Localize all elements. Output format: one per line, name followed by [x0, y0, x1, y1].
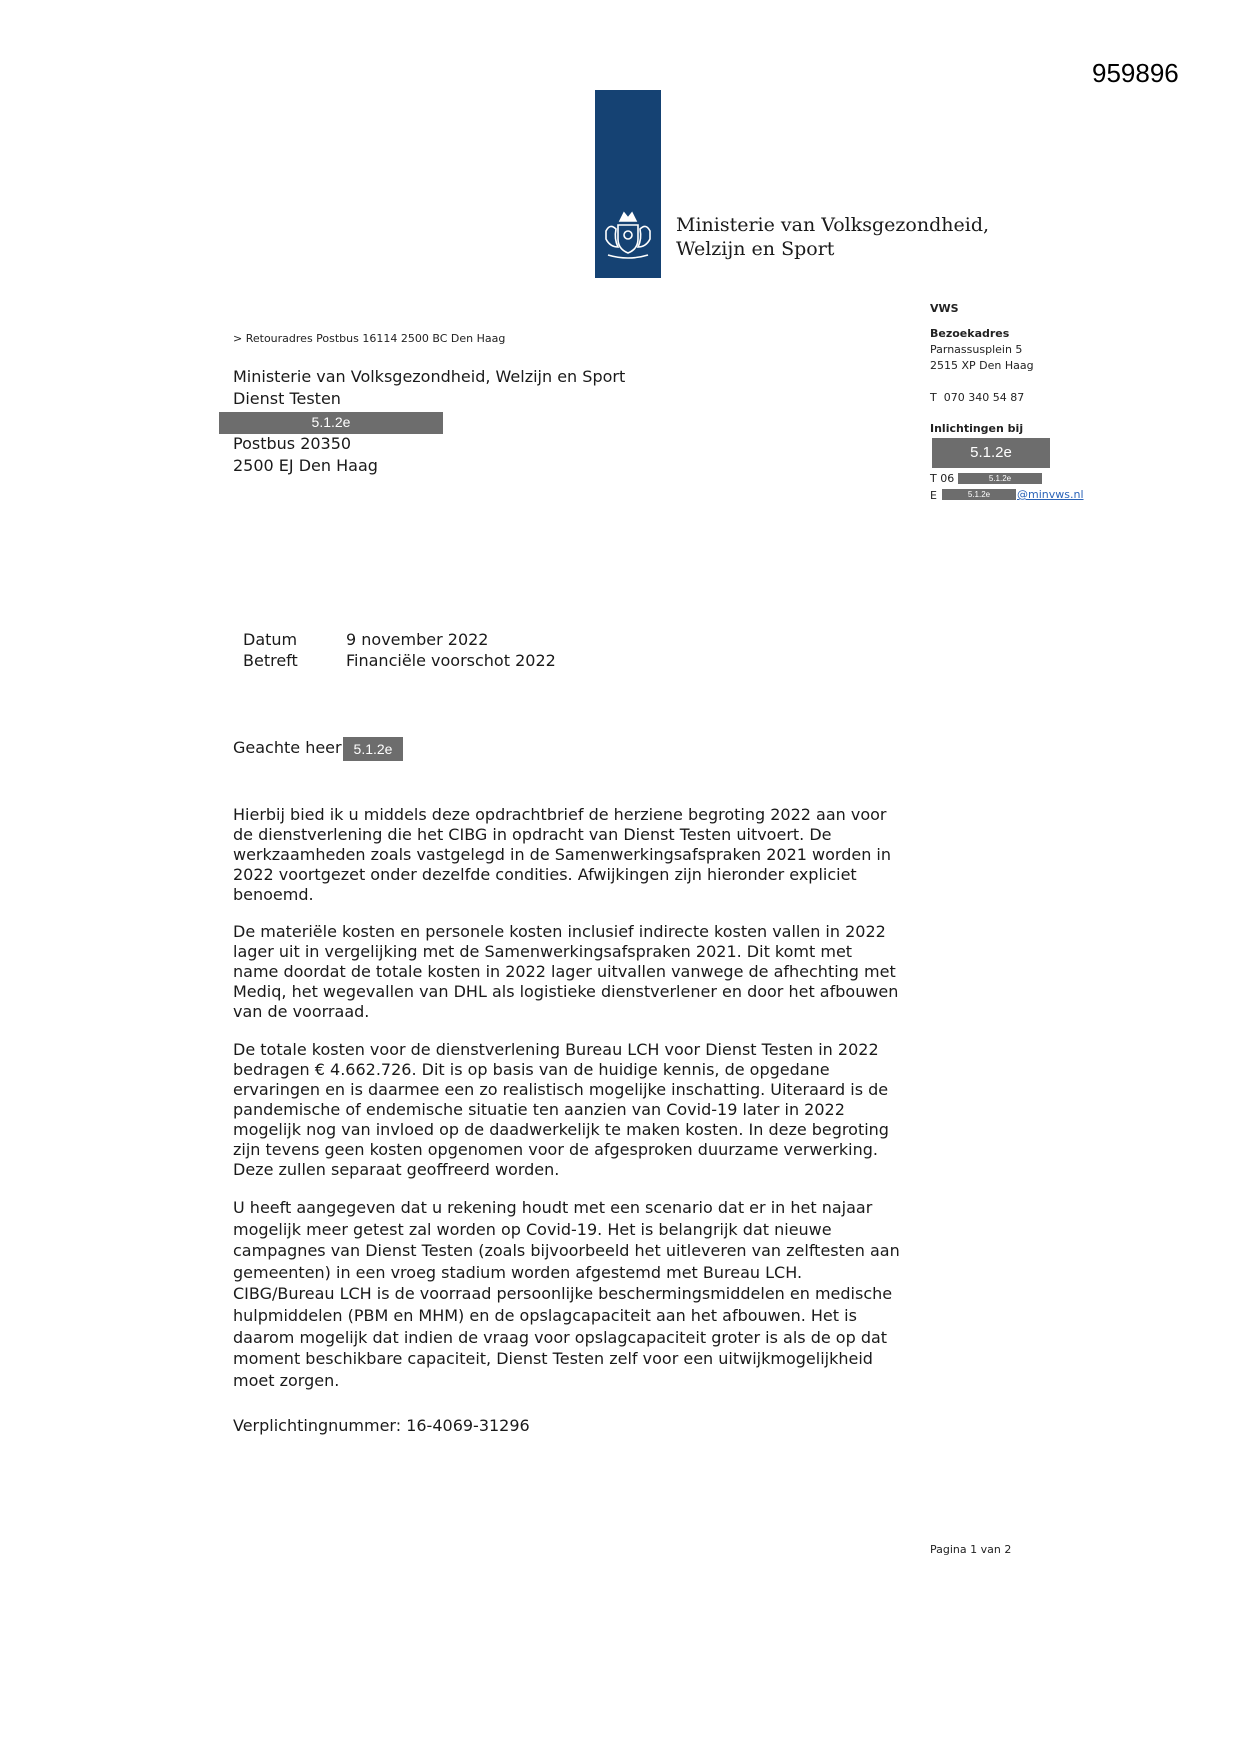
- page-number: Pagina 1 van 2: [930, 1543, 1012, 1556]
- paragraph-line: zijn tevens geen kosten opgenomen voor de afgesproken duurzame verwerking.: [233, 1140, 879, 1159]
- date-value: 9 november 2022: [346, 630, 489, 649]
- body-paragraph: [233, 1197, 933, 1391]
- email-link[interactable]: @minvws.nl: [1017, 488, 1084, 501]
- sidebar-phone: T 070 340 54 87: [930, 391, 1025, 404]
- paragraph-line: werkzaamheden zoals vastgelegd in de Samenwerkingsafspraken 2021 worden in: [233, 845, 892, 864]
- ministry-name-line1: Ministerie van Volksgezondheid,: [676, 214, 990, 236]
- redaction-block: 5.1.2e: [343, 737, 403, 761]
- paragraph-line: 2022 voortgezet onder dezelfde condities. Afwijkingen zijn hieronder expliciet: [233, 865, 857, 884]
- paragraph-line: CIBG/Bureau LCH is de voorraad persoonlijke beschermingsmiddelen en medische: [233, 1284, 893, 1304]
- paragraph-line: U heeft aangegeven dat u rekening houdt met een scenario dat er in het najaar: [233, 1198, 873, 1217]
- date-label: Datum: [243, 630, 298, 649]
- commitment-number: [233, 1416, 933, 1436]
- paragraph-line: ervaringen en is daarmee een zo realistisch mogelijke inschatting. Uiteraard is de: [233, 1080, 889, 1099]
- redaction-block: 5.1.2e: [219, 412, 443, 434]
- redaction-block: 5.1.2e: [958, 473, 1042, 484]
- info-label: Inlichtingen bij: [930, 422, 1024, 435]
- redaction-block: 5.1.2e: [942, 489, 1016, 500]
- visit-address-line2: 2515 XP Den Haag: [930, 359, 1034, 372]
- paragraph-line: lager uit in vergelijking met de Samenwerkingsafspraken 2021. Dit komt met: [233, 942, 853, 961]
- paragraph-line: de dienstverlening die het CIBG in opdracht van Dienst Testen uitvoert. De: [233, 825, 832, 844]
- subject-label: Betreft: [243, 651, 298, 670]
- paragraph-line: benoemd.: [233, 885, 314, 904]
- recipient-line4: 2500 EJ Den Haag: [233, 456, 378, 475]
- return-address: > Retouradres Postbus 16114 2500 BC Den Haag: [233, 332, 506, 345]
- paragraph-line: Deze zullen separaat geoffreerd worden.: [233, 1160, 560, 1179]
- recipient-line2: Dienst Testen: [233, 389, 341, 408]
- contact-email-label: E: [930, 489, 937, 502]
- paragraph-line: moet zorgen.: [233, 1370, 340, 1390]
- body-paragraph: [233, 805, 933, 905]
- paragraph-line: Verplichtingnummer: 16-4069-31296: [233, 1416, 530, 1435]
- paragraph-line: hulpmiddelen (PBM en MHM) en de opslagcapaciteit aan het afbouwen. Het is: [233, 1305, 857, 1325]
- paragraph-line: moment beschikbare capaciteit, Dienst Testen zelf voor een uitwijkmogelijkheid: [233, 1349, 873, 1369]
- document-number: 959896: [1092, 58, 1179, 88]
- body-paragraph: [233, 922, 933, 1022]
- redaction-block: 5.1.2e: [932, 438, 1050, 468]
- visit-address-label: Bezoekadres: [930, 327, 1010, 340]
- contact-phone-label: T 06: [930, 472, 955, 485]
- salutation: Geachte heer: [233, 738, 342, 757]
- paragraph-line: pandemische of endemische situatie ten aanzien van Covid-19 later in 2022: [233, 1100, 845, 1119]
- ministry-name-line2: Welzijn en Sport: [676, 238, 835, 260]
- sidebar-org: VWS: [930, 302, 959, 315]
- paragraph-line: gemeenten) in een vroeg stadium worden afgestemd met Bureau LCH.: [233, 1262, 803, 1282]
- body-paragraph: [233, 1040, 933, 1180]
- royal-coat-of-arms-icon: [598, 205, 658, 265]
- paragraph-line: bedragen € 4.662.726. Dit is op basis van de huidige kennis, de opgedane: [233, 1060, 830, 1079]
- recipient-line1: Ministerie van Volksgezondheid, Welzijn en Sport: [233, 367, 626, 386]
- visit-address-line1: Parnassusplein 5: [930, 343, 1023, 356]
- paragraph-line: daarom mogelijk dat indien de vraag voor opslagcapaciteit groter is als de op dat: [233, 1327, 888, 1347]
- paragraph-line: van de voorraad.: [233, 1002, 370, 1021]
- recipient-line3: Postbus 20350: [233, 434, 352, 453]
- paragraph-line: Mediq, het wegevallen van DHL als logistieke dienstverlener en door het afbouwen: [233, 982, 899, 1001]
- paragraph-line: mogelijk nog van invloed op de daadwerkelijk te maken kosten. In deze begroting: [233, 1120, 889, 1139]
- paragraph-line: name doordat de totale kosten in 2022 lager uitvallen vanwege de afhechting met: [233, 962, 896, 981]
- paragraph-line: De materiële kosten en personele kosten inclusief indirecte kosten vallen in 2022: [233, 922, 886, 941]
- paragraph-line: mogelijk meer getest zal worden op Covid-19. Het is belangrijk dat nieuwe: [233, 1219, 832, 1239]
- paragraph-line: Hierbij bied ik u middels deze opdrachtbrief de herziene begroting 2022 aan voor: [233, 805, 887, 824]
- paragraph-line: campagnes van Dienst Testen (zoals bijvoorbeeld het uitleveren van zelftesten aan: [233, 1241, 900, 1261]
- subject-value: Financiële voorschot 2022: [346, 651, 556, 670]
- paragraph-line: De totale kosten voor de dienstverlening Bureau LCH voor Dienst Testen in 2022: [233, 1040, 879, 1059]
